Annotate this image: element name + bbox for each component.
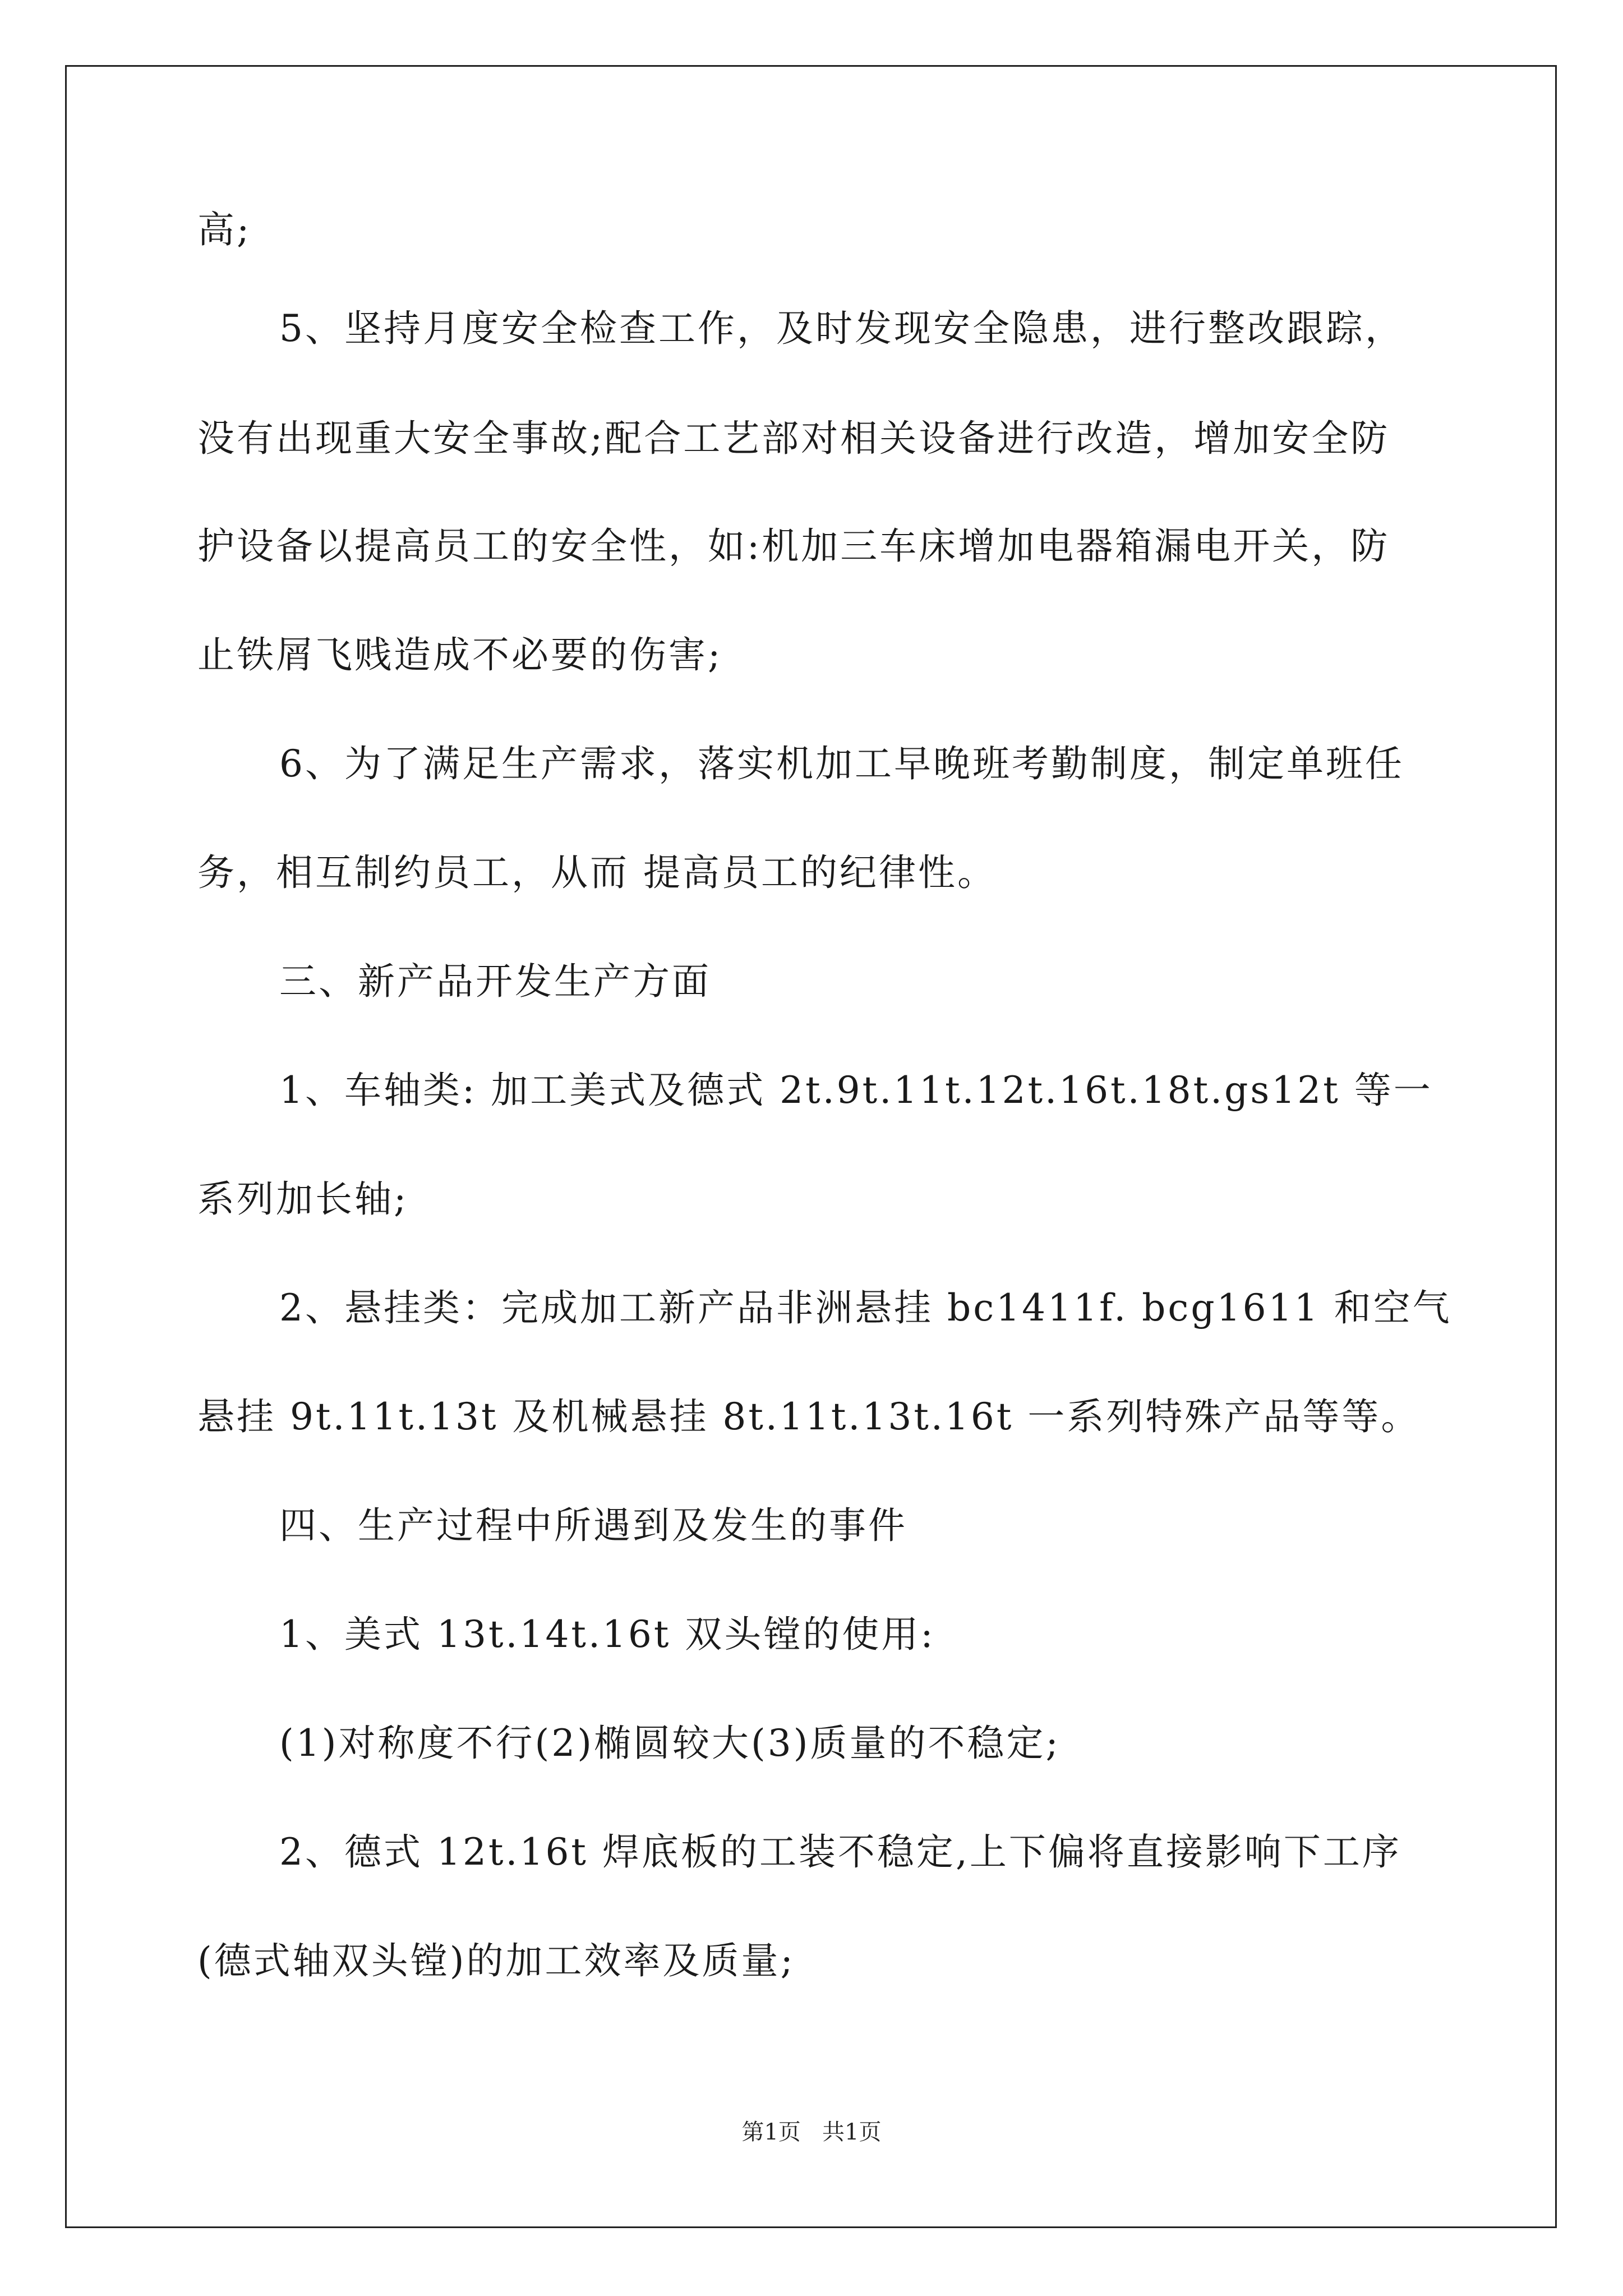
page-number-footer: 第1页 共1页 bbox=[741, 2119, 882, 2145]
text-line-15: (1)对称度不行(2)椭圆较大(3)质量的不稳定; bbox=[279, 1722, 1061, 1765]
text-line-4: 护设备以提高员工的安全性，如:机加三车床增加电器箱漏电开关，防 bbox=[197, 524, 1390, 568]
text-line-16: 2、德式 12t.16t 焊底板的工装不稳定,上下偏将直接影响下工序 bbox=[279, 1830, 1401, 1874]
text-line-9: 1、车轴类: 加工美式及德式 2t.9t.11t.12t.16t.18t.gs12t 等一 bbox=[279, 1069, 1433, 1112]
section-heading-4: 四、生产过程中所遇到及发生的事件 bbox=[279, 1504, 907, 1547]
text-line-17: (德式轴双头镗)的加工效率及质量; bbox=[197, 1939, 795, 1982]
text-line-3: 没有出现重大安全事故;配合工艺部对相关设备进行改造，增加安全防 bbox=[197, 417, 1390, 460]
page-border bbox=[65, 65, 1557, 2228]
section-heading-3: 三、新产品开发生产方面 bbox=[279, 960, 711, 1003]
text-line-14: 1、美式 13t.14t.16t 双头镗的使用: bbox=[279, 1613, 935, 1656]
text-line-10: 系列加长轴; bbox=[197, 1177, 409, 1221]
text-line-12: 悬挂 9t.11t.13t 及机械悬挂 8t.11t.13t.16t 一系列特殊产品等等。 bbox=[197, 1395, 1421, 1438]
text-line-11: 2、悬挂类：完成加工新产品非洲悬挂 bc1411f. bcg1611 和空气 bbox=[279, 1286, 1452, 1329]
text-line-5: 止铁屑飞贱造成不必要的伤害; bbox=[197, 633, 723, 677]
text-line-7: 务，相互制约员工，从而 提高员工的纪律性。 bbox=[197, 851, 997, 894]
text-line-2: 5、坚持月度安全检查工作，及时发现安全隐患，进行整改跟踪， bbox=[279, 307, 1404, 350]
text-line-6: 6、为了满足生产需求，落实机加工早晚班考勤制度，制定单班任 bbox=[279, 742, 1404, 785]
text-line-1: 高; bbox=[197, 208, 252, 251]
